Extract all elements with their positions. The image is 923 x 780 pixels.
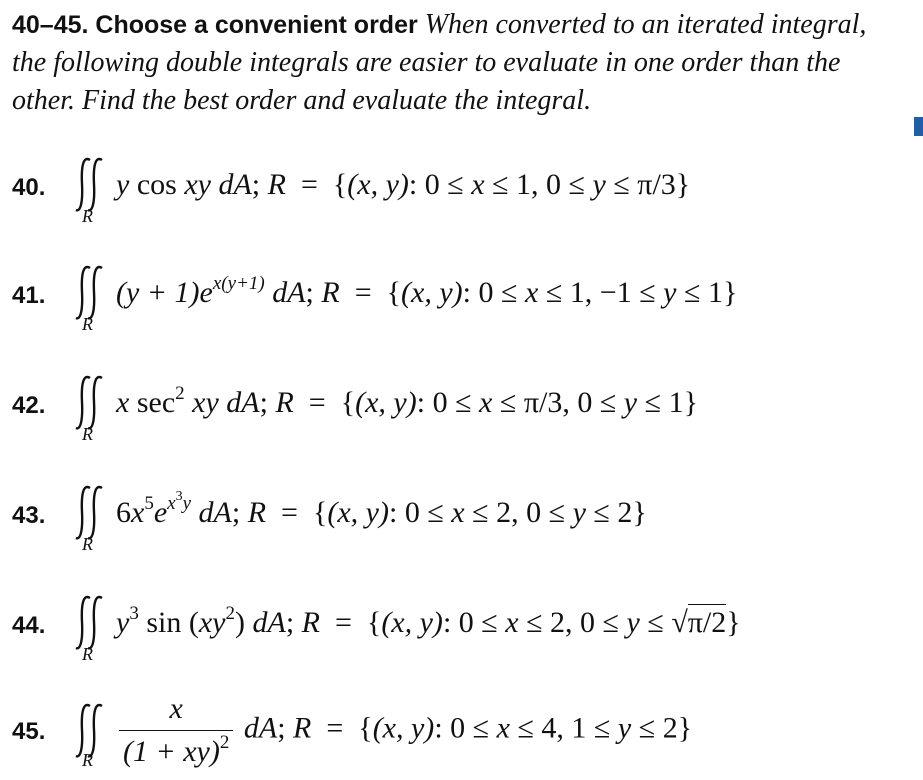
problem-number: 44. xyxy=(12,612,46,639)
region-label: R xyxy=(82,644,93,664)
double-integral-icon xyxy=(74,482,118,546)
problem-45 xyxy=(12,692,912,780)
region-label: R xyxy=(82,206,93,226)
integral-expression: y cos xy dA; R = {(x, y): 0 ≤ x ≤ 1, 0 ≤ y ≤ π/3} xyxy=(116,168,691,201)
exercise-heading: 40–45. Choose a convenient order xyxy=(12,11,418,39)
fraction: $\frac{x}{(1 + xy)^2}$ xyxy=(119,692,233,769)
double-integral-icon xyxy=(74,700,118,764)
exercise-instruction: When converted to an iterated integral, the following double integrals are easier to evaluate in one order than the other. Find the best order and evaluate the integral. xyxy=(12,9,867,116)
region-label: R xyxy=(82,750,93,770)
problem-40 xyxy=(12,154,912,234)
integral-expression: $\frac{x}{(1 + xy)^2}$ dA; R = {(x, y): 0 ≤ x ≤ 4, 1 ≤ y ≤ 2} xyxy=(116,692,692,769)
problem-44 xyxy=(12,592,912,672)
problem-42 xyxy=(12,372,912,452)
problem-number: 45. xyxy=(12,718,46,745)
integral-expression: $y^3$ $\sin (xy^2)$ dA; R = {(x, y): 0 ≤ x ≤ 2, 0 ≤ y ≤ √π/2} xyxy=(116,603,741,639)
problem-41 xyxy=(12,262,912,342)
problem-number: 42. xyxy=(12,392,46,419)
exercise-intro xyxy=(12,6,902,120)
region-label: R xyxy=(82,534,93,554)
integral-expression: $6x^5e^{x^3y}$ dA; R = {(x, y): 0 ≤ x ≤ 2, 0 ≤ y ≤ 2} xyxy=(116,489,647,529)
problem-number: 40. xyxy=(12,174,46,201)
problem-43 xyxy=(12,482,912,562)
double-integral-icon xyxy=(74,262,118,326)
integral-expression: x $\sec^2$ xy dA; R = {(x, y): 0 ≤ x ≤ π/3, 0 ≤ y ≤ 1} xyxy=(116,383,698,419)
double-integral-icon xyxy=(74,372,118,436)
double-integral-icon xyxy=(74,154,118,218)
problem-number: 41. xyxy=(12,282,46,309)
region-label: R xyxy=(82,314,93,334)
double-integral-icon xyxy=(74,592,118,656)
region-label: R xyxy=(82,424,93,444)
page-edge-marker xyxy=(914,117,923,136)
integral-expression: $(y + 1)e^{x(y+1)}$ dA; R = {(x, y): 0 ≤ x ≤ 1, −1 ≤ y ≤ 1} xyxy=(116,273,738,309)
problem-number: 43. xyxy=(12,502,46,529)
